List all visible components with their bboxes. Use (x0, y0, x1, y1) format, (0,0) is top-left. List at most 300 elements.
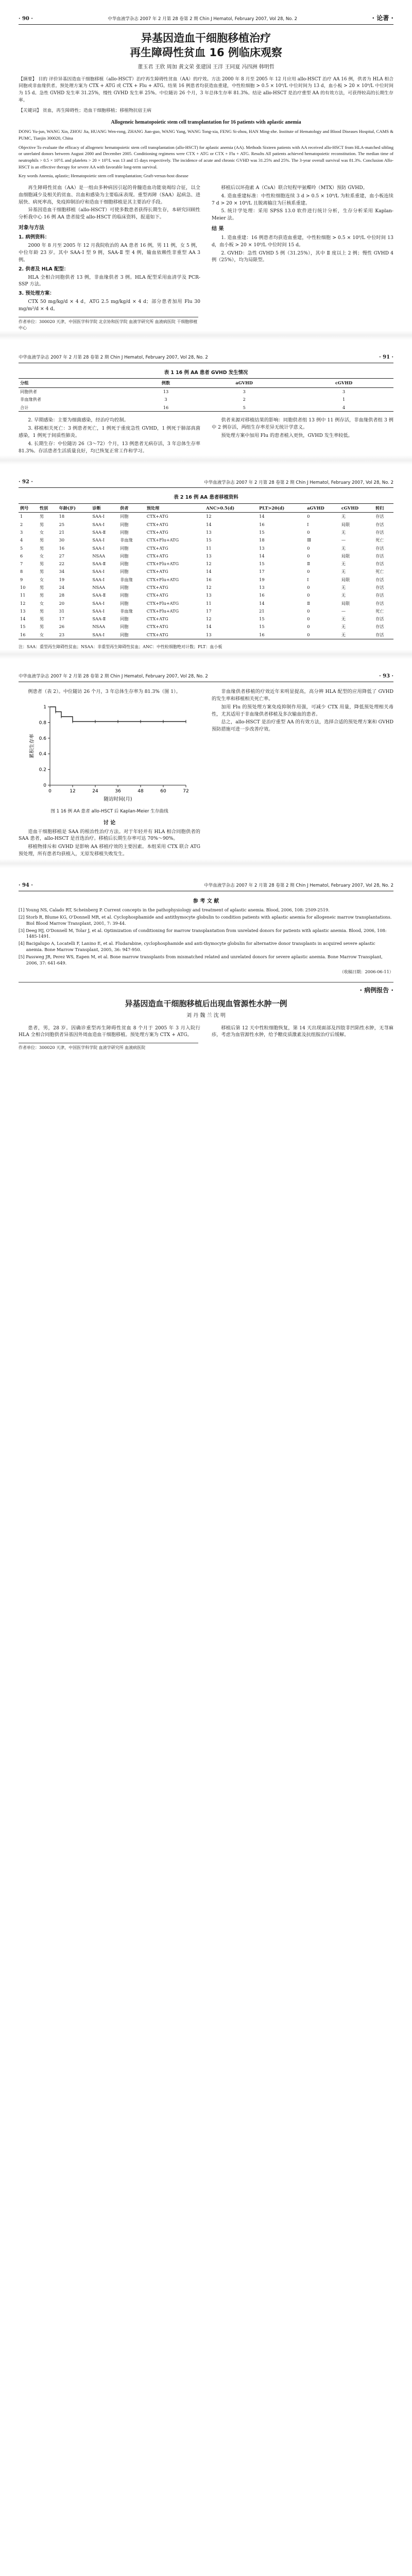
table-cell: 17 (259, 569, 265, 574)
paragraph: CTX 50 mg/kg/d × 4 d，ATG 2.5 mg/kg/d × 4 d；部分患者加用 Flu 30 mg/m²/d × 4 d。 (19, 299, 200, 312)
table-cell: 同胞 (120, 553, 129, 558)
table-cell: 16 (259, 592, 265, 598)
table-cell: CTX+ATG (146, 514, 168, 519)
table-cell: 20 (59, 600, 65, 606)
reference-item: [5] Passweg JR, Perez WS, Eapen M, et al. Bone marrow transplants from mismatched related and unrelated donors for severe aplastic anemia. Bone Marrow Transplant, 2006, 37: 641-649. (19, 954, 383, 965)
table-cell: SAA-Ⅰ (92, 577, 105, 582)
table-cell: 11 (206, 545, 212, 551)
right-column (212, 184, 393, 314)
table-cell: 16 (19, 631, 38, 639)
table-cell: 5 (194, 403, 294, 412)
table-cell: 0 (307, 608, 310, 614)
x-tick-label: 0 (48, 788, 52, 794)
table-note: 注：SAA：重型再生障碍性贫血；NSAA：非重型再生障碍性贫血；ANC：中性粒细胞绝对计数；PLT：血小板 (19, 644, 222, 649)
subheading: 3. 预处理方案： (19, 291, 55, 297)
table-cell: — (341, 537, 346, 543)
page-5 (0, 868, 412, 1072)
table-cell: Ⅱ (307, 600, 310, 606)
table-cell: 0 (307, 569, 310, 574)
table-cell: Ⅰ (307, 577, 309, 582)
table-row (19, 387, 393, 396)
paragraph: 例患者（表 2）。中位随访 26 个月，3 年总体生存率为 81.3%（图 1）。 (28, 689, 181, 695)
table-cell: 同胞 (120, 616, 129, 622)
paragraph: 1. 造血重建：16 例患者均获造血重建，中性粒细胞 > 0.5 × 10⁹/L 中位时间 13 d，血小板 > 20 × 10⁹/L 中位时间 15 d。 (212, 235, 393, 248)
paragraph: 非血缘供者移植的疗效近年来明显提高，高分辨 HLA 配型的应用降低了 GVHD 的发生率和移植相关死亡率。 (212, 689, 393, 702)
table-cell: 存活 (375, 561, 384, 567)
journal-line: 中华血液学杂志 2007 年 2 月第 28 卷第 2 期 Chin J Hematol, February 2007, Vol 28, No. 2 (19, 674, 208, 680)
abstract-cn: 【摘要】 目的 评价异基因造血干细胞移植（allo-HSCT）治疗再生障碍性贫血（AA）的疗效。方法 2000 年 8 月至 2005 年 12 月应用 allo-HSCT 治疗 AA 16 例，供者为 HLA 相合同胞或非血缘供者。预处理方案为 CTX + ATG 或 CTX + Flu + ATG。结果 16 例患者均获造血重建，中性粒细胞 > 0.5 × 10⁹/L 中位时间为 13 d，血小板 > 20 × 10⁹/L 中位时间为 15 d。急性 GVHD 发生率 31.25%，慢性 GVHD 发生率 25%。中位随访 26 个月，3 年总体生存率 81.3%。结论 allo-HSCT 是治疗重型 AA 的有效方法，可获得较高的长期生存率。 (19, 76, 393, 103)
table-cell: 5 (20, 545, 23, 551)
table-cell: 8 (20, 569, 23, 574)
table-row (19, 568, 393, 575)
table-cell: 男 (39, 624, 44, 630)
table-cell: 15 (20, 624, 26, 630)
table-cell: 0 (307, 514, 310, 519)
journal-line: 中华血液学杂志 2007 年 2 月第 28 卷第 2 期 Chin J Hematol, February 2007, Vol 28, No. 2 (204, 883, 393, 889)
table-cell: 23 (58, 631, 91, 639)
english-authors: DONG Yu-jun, WANG Xin, ZHOU Jia, HUANG Wen-rong, ZHANG Jian-guo, WANG Yang, WANG Tong-xia, FENG Si-zhou, HAN Ming-zhe. Institute of Hematology and Blood Diseases Hospital, CAMS & PUMC, Tianjin 300020, China (19, 128, 393, 141)
table-cell: 同胞 (120, 561, 129, 567)
page-header (19, 868, 393, 891)
table-cell: 4 (294, 403, 393, 412)
x-tick-label: 72 (182, 788, 189, 794)
table-cell: NSAA (92, 553, 105, 558)
table-cell: 7 (20, 561, 23, 567)
case-authors: 刘 丹 魏 兰 沈 明 (186, 1012, 226, 1019)
reference-item: [3] Deeg HJ, O'Donnell M, Tolar J, et al. Optimization of conditioning for marrow transplantation from unrelated donors for patients with aplastic anemia. Blood, 2006, 108: 1485-1491. (19, 927, 387, 939)
table-cell: SAA-Ⅰ (92, 569, 105, 574)
table-cell: CTX+Flu+ATG (146, 608, 179, 614)
paragraph: 预处理方案中加用 Flu 的患者植入更快，GVHD 发生率较低。 (221, 433, 353, 439)
table-cell: 存活 (375, 577, 384, 582)
column-header: 预处理 (145, 503, 204, 512)
table-cell: 14 (20, 616, 26, 622)
table-cell: 存活 (375, 521, 384, 527)
table-header-row (19, 379, 393, 387)
table-cell: 局限 (341, 521, 350, 527)
paragraph: 4. 长期生存：中位随访 26（3～72）个月，13 例患者无病存活，3 年总体生存率 81.3%。存活患者生活质量良好，均已恢复正常工作和学习。 (19, 440, 200, 454)
table-cell: 0 (307, 616, 310, 622)
table-cell: 无 (340, 631, 374, 639)
survival-curve (50, 707, 186, 722)
table-cell: 合计 (19, 403, 138, 412)
x-tick-label: 36 (114, 788, 121, 794)
table-cell: 男 (39, 616, 44, 622)
table-cell: 16 (258, 631, 305, 639)
table-cell: 30 (59, 537, 65, 543)
table-cell: 14 (206, 624, 212, 630)
table-cell: 非血缘 (120, 577, 133, 582)
table-cell: SAA-Ⅰ (92, 537, 105, 543)
y-tick-label: 0.6 (39, 736, 46, 741)
table-cell: 同胞供者 (20, 389, 37, 395)
column-header: aGVHD (305, 503, 340, 512)
table-cell: Ⅰ (307, 521, 309, 527)
table-cell: 26 (59, 624, 65, 630)
right-column (212, 688, 393, 859)
table-cell: 存活 (375, 584, 384, 590)
table-cell: CTX+ATG (146, 545, 168, 551)
table-cell: 存活 (375, 553, 384, 558)
y-tick-label: 0.2 (39, 767, 46, 773)
table-cell: 14 (259, 600, 265, 606)
table-cell: 14 (206, 569, 212, 574)
table-cell: 死亡 (375, 537, 384, 543)
table-cell: 同胞 (120, 624, 129, 630)
table-cell: 27 (59, 553, 65, 558)
paragraph: 再生障碍性贫血（AA）是一组由多种病因引起的骨髓造血功能衰竭综合征，以全血细胞减少及相关的贫血、出血和感染为主要临床表现。重型再障（SAA）起病急、进展快、病死率高，免疫抑制治疗和造血干细胞移植是其主要治疗手段。 (19, 185, 200, 205)
table-cell: 13 (259, 545, 265, 551)
page-number: · 94 · (19, 882, 33, 888)
paragraph: 造血干细胞移植是 SAA 的根治性治疗方法。对于年轻并有 HLA 相合同胞供者的 SAA 患者，allo-HSCT 是首选治疗。移植后长期生存率可达 70%～90%。 (19, 828, 200, 842)
table-1-body (19, 387, 393, 412)
table-cell: 无 (341, 584, 346, 590)
table-cell: 存活 (375, 624, 384, 630)
paragraph: 移植后第 12 天中性粒细胞恢复，第 14 天出现面部及四肢非凹陷性水肿，无荨麻疹，考虑为血管源性水肿，给予糖皮质激素及抗组胺治疗后缓解。 (212, 1025, 393, 1038)
right-column (212, 417, 393, 455)
subheading: 1. 病例资料： (19, 234, 50, 241)
table-cell: 同胞 (120, 569, 129, 574)
table-cell: 同胞 (118, 631, 145, 639)
table-cell: 无 (341, 561, 346, 567)
reference-item: [4] Bacigalupo A, Locatelli F, Lanino E, et al. Fludarabine, cyclophosphamide and anti-thymocyte globulin for alternative donor transplants in acquired severe aplastic anemia. Bone Marrow Transplant, 2005, 36: 947-950. (19, 941, 375, 953)
table-cell: NSAA (92, 584, 105, 590)
table-cell: 9 (20, 577, 23, 582)
paragraph: 总之，allo-HSCT 是治疗重型 AA 的有效方法，选择合适的预处理方案和 GVHD 预防措施可进一步改善疗效。 (212, 719, 393, 733)
table-cell: 无 (341, 624, 346, 630)
table-cell: 19 (59, 577, 65, 582)
reference-item: [2] Storb R, Blume KG, O'Donnell MR, et al. Cyclophosphamide and antithymocyte globulin to condition patients with aplastic anemia for allogeneic marrow transplantations. Biol Blood Marrow Transplant, 2001, 7: 39-44. (19, 914, 392, 926)
table-cell: 16 (206, 577, 212, 582)
table-cell: 女 (39, 529, 44, 535)
table-cell: 0 (307, 592, 310, 598)
case-title: 异基因造血干细胞移植后出现血管源性水肿一例 (125, 999, 287, 1009)
references-title: 参 考 文 献 (193, 898, 219, 904)
section-label: · 论著 · (372, 14, 393, 22)
table-cell: 女 (39, 600, 44, 606)
table-cell: 17 (59, 616, 65, 622)
table-cell: 12 (206, 584, 212, 590)
chart-caption: 图 1 16 例 AA 患者 allo-HSCT 后 Kaplan-Meier 生存曲线 (50, 808, 168, 814)
table-cell: Ⅱ (307, 561, 310, 567)
table-row (19, 552, 393, 560)
column-header: 供者 (118, 503, 145, 512)
table-cell: SAA-Ⅰ (92, 521, 105, 527)
paragraph: 异基因造血干细胞移植（allo-HSCT）可使多数患者获得长期生存，本研究回顾性分析我中心 16 例 AA 患者接受 allo-HSCT 的临床资料，报道如下。 (19, 207, 200, 221)
table-cell: 11 (206, 600, 212, 606)
table-cell: 0 (307, 553, 310, 558)
page-gap (0, 650, 412, 659)
heading-methods: 对象与方法 (19, 225, 44, 231)
table-cell: 16 (59, 545, 65, 551)
table-cell: 女 (38, 631, 58, 639)
table-cell: 男 (39, 514, 44, 519)
table-cell: 同胞 (120, 521, 129, 527)
table-cell: 无 (341, 592, 346, 598)
table-cell: 同胞 (120, 529, 129, 535)
page-2 (0, 340, 412, 455)
table-cell: 死亡 (375, 569, 384, 574)
table-cell: — (341, 608, 346, 614)
table-cell: 存活 (375, 545, 384, 551)
table-cell: 12 (206, 514, 212, 519)
column-header: 转归 (374, 503, 393, 512)
table-cell: CTX+ATG (146, 592, 168, 598)
left-column (19, 688, 200, 859)
subheading: 2. 供者及 HLA 配型： (19, 266, 69, 272)
table-cell: 13 (259, 584, 265, 590)
table-cell: 0 (307, 545, 310, 551)
table-row (19, 536, 393, 544)
table-row (19, 575, 393, 583)
y-tick-label: 0.4 (39, 752, 46, 757)
table-row (19, 403, 393, 412)
table-cell: 无 (341, 616, 346, 622)
page-header (19, 659, 393, 682)
table-cell: 14 (259, 553, 265, 558)
table-cell: 3 (243, 389, 246, 395)
x-tick-label: 60 (160, 788, 166, 794)
table-2-body (19, 512, 393, 639)
table-cell: 非血缘供者 (20, 397, 41, 402)
table-cell: SAA-Ⅰ (92, 608, 105, 614)
table-cell: 28 (59, 592, 65, 598)
table-cell: 31 (59, 608, 65, 614)
x-tick-label: 48 (137, 788, 144, 794)
x-tick-label: 24 (92, 788, 98, 794)
table-cell: 1 (342, 397, 346, 402)
column-header: cGVHD (294, 379, 393, 387)
paragraph: 移植物排斥和 GVHD 是影响 AA 移植疗效的主要因素。本组采用 CTX 联合 ATG 预处理，所有患者均获植入，无原发移植失败发生。 (19, 844, 200, 857)
table-cell: 17 (206, 608, 212, 614)
table-cell: 2 (243, 397, 246, 402)
table-row (19, 583, 393, 591)
table-cell: 15 (259, 624, 265, 630)
table-cell: 13 (20, 608, 26, 614)
table-cell: 死亡 (375, 608, 384, 614)
table-cell: 34 (59, 569, 65, 574)
table-cell: 局限 (341, 600, 350, 606)
table-cell: 男 (39, 592, 44, 598)
table-cell: Ⅲ (307, 537, 312, 543)
column-header: 例号 (19, 503, 38, 512)
table-cell: 12 (206, 561, 212, 567)
paragraph: 4. 造血重建标准：中性粒细胞连续 3 d > 0.5 × 10⁹/L 为粒系重建，血小板连续 7 d > 20 × 10⁹/L 且脱离输注为巨核系重建。 (212, 193, 393, 206)
table-cell: 存活 (375, 600, 384, 606)
title-line-1: 异基因造血干细胞移植治疗 (141, 32, 271, 44)
table-row (19, 396, 393, 403)
page-number: · 90 · (19, 16, 33, 22)
title-line-2: 再生障碍性贫血 16 例临床观察 (130, 46, 282, 59)
table-cell: 13 (204, 631, 258, 639)
paragraph: 供者来源对移植结果的影响：同胞供者组 13 例中 11 例存活，非血缘供者组 3 例中 2 例存活，两组生存率差异无统计学意义。 (212, 417, 393, 431)
table-cell: 1 (20, 514, 23, 519)
table-cell: 无 (341, 569, 346, 574)
x-axis-label: 随访时间(月) (104, 796, 132, 802)
table-cell: 无 (341, 514, 346, 519)
table-cell: 存活 (375, 529, 384, 535)
table-cell: 存活 (374, 631, 393, 639)
table-cell: SAA-Ⅱ (92, 616, 106, 622)
table-cell: 15 (259, 529, 265, 535)
table-cell: SAA-Ⅰ (92, 514, 105, 519)
table-cell: 3 (20, 529, 23, 535)
table-cell: 女 (39, 577, 44, 582)
table-cell: CTX+ATG (145, 631, 204, 639)
page-header (19, 340, 393, 363)
table-cell: 0 (307, 624, 310, 630)
table-cell: 存活 (375, 592, 384, 598)
table-2-title: 表 2 16 例 AA 患者移植资料 (174, 495, 238, 501)
body-columns (19, 1025, 393, 1040)
journal-line: 中华血液学杂志 2007 年 2 月第 28 卷第 2 期 Chin J Hematol, February 2007, Vol 28, No. 2 (108, 16, 298, 22)
table-cell: 12 (20, 600, 26, 606)
table-cell: 0 (307, 584, 310, 590)
table-cell: 男 (39, 545, 44, 551)
column-header: aGVHD (194, 379, 294, 387)
article-title (19, 31, 393, 60)
case-section-label: · 病例报告 · (359, 987, 393, 994)
x-tick-label: 12 (69, 788, 76, 794)
table-cell: CTX+ATG (146, 553, 168, 558)
table-cell: 18 (59, 514, 65, 519)
page-1 (0, 0, 412, 331)
table-cell: 12 (206, 616, 212, 622)
references-list (19, 907, 393, 967)
paragraph: HLA 全相合同胞供者 13 例，非血缘供者 3 例。HLA 配型采用血清学及 PCR-SSP 方法。 (19, 274, 200, 287)
table-row (19, 607, 393, 615)
table-cell: 6 (20, 553, 23, 558)
table-cell: 男 (39, 561, 44, 567)
english-abstract: Objective To evaluate the efficacy of allogeneic hematopoietic stem cell transplantation (allo-HSCT) for aplastic anemia (AA). Methods Sixteen patients with AA received allo-HSCT from HLA-matched sibling or unrelated donors between August 2000 and December 2005. Conditioning regimens were CTX + ATG or CTX + Flu + ATG. Results All patients achieved hematopoietic reconstitution. The median time of neutrophils > 0.5 × 10⁹/L and platelets > 20 × 10⁹/L was 13 and 15 days respectively. The incidence of acute and chronic GVHD was 31.25% and 25%. The 3-year overall survival was 81.3%. Conclusion Allo-HSCT is an effective therapy for severe AA with favorable long-term survival. (19, 144, 393, 170)
table-cell: 11 (20, 592, 26, 598)
table-cell: 18 (259, 537, 265, 543)
column-header: 诊断 (91, 503, 118, 512)
right-column (212, 1025, 393, 1040)
table-cell: 同胞 (120, 592, 129, 598)
footnote: 作者单位：300020 天津，中国医学科学院 北京协和医学院 血液学研究所 血液病医院 干细胞移植中心 (19, 317, 198, 331)
table-cell: CTX+Flu+ATG (146, 537, 179, 543)
heading-discussion: 讨 论 (103, 820, 116, 826)
column-header: 年龄(岁) (58, 503, 91, 512)
left-column (19, 184, 200, 314)
table-cell: 同胞 (120, 545, 129, 551)
survival-chart (27, 701, 192, 804)
body-columns (19, 688, 393, 859)
table-cell: CTX+Flu+ATG (146, 600, 179, 606)
table-row (19, 512, 393, 520)
page-header (19, 0, 393, 25)
table-header-row (19, 503, 393, 512)
table-cell: 22 (59, 561, 65, 567)
table-cell: 非血缘 (120, 537, 133, 543)
keywords-cn: 【关键词】 贫血，再生障碍性；造血干细胞移植；移植物抗宿主病 (19, 108, 151, 114)
table-cell: SAA-Ⅰ (92, 545, 105, 551)
paragraph: 2000 年 8 月至 2005 年 12 月我院收治的 AA 患者 16 例，男 11 例，女 5 例，中位年龄 23 岁。其中 SAA-Ⅰ 型 9 例，SAA-Ⅱ 型 4 例，输血依赖性非重型 AA 3 例。 (19, 243, 200, 263)
page-gap (0, 331, 412, 340)
table-cell: 同胞 (120, 514, 129, 519)
heading-results: 结 果 (212, 226, 224, 232)
paragraph: 2. 早期感染：主要为细菌感染，经治疗均控制。 (28, 417, 129, 423)
table-cell: 13 (206, 592, 212, 598)
table-1 (19, 378, 393, 412)
page-number: · 91 · (379, 354, 393, 361)
column-header: PLT>20(d) (258, 503, 305, 512)
paragraph: 患者，男，28 岁。因确诊重型再生障碍性贫血 8 个月于 2005 年 3 月入院行 HLA 全相合同胞供者异基因外周血造血干细胞移植。预处理方案为 CTX + ATG。 (19, 1025, 200, 1038)
page-gap (0, 455, 412, 465)
table-row (19, 599, 393, 607)
page-number: · 92 · (19, 479, 33, 485)
table-cell: SAA-Ⅰ (91, 631, 118, 639)
table-cell: 男 (39, 521, 44, 527)
body-columns (19, 417, 393, 455)
table-cell: CTX+ATG (146, 569, 168, 574)
table-cell: 局限 (341, 553, 350, 558)
page-number: · 93 · (379, 673, 393, 680)
y-tick-label: 0 (43, 783, 46, 788)
table-cell: CTX+ATG (146, 584, 168, 590)
table-cell: 同胞 (120, 600, 129, 606)
table-1-title: 表 1 16 例 AA 患者 GVHD 发生情况 (164, 370, 248, 376)
table-cell: 非血缘 (120, 608, 133, 614)
survival-chart-container (19, 701, 200, 806)
table-row (19, 544, 393, 552)
table-cell: SAA-Ⅱ (92, 561, 106, 567)
table-cell: CTX+ATG (146, 529, 168, 535)
table-cell: CTX+ATG (146, 624, 168, 630)
table-cell: CTX+ATG (146, 521, 168, 527)
table-cell: SAA-Ⅱ (92, 529, 106, 535)
journal-line: 中华血液学杂志 2007 年 2 月第 28 卷第 2 期 Chin J Hematol, February 2007, Vol 28, No. 2 (204, 480, 393, 485)
page-gap (0, 859, 412, 868)
left-column (19, 417, 200, 455)
table-cell: 15 (259, 561, 265, 567)
table-row (19, 560, 393, 568)
table-cell: SAA-Ⅱ (92, 592, 106, 598)
paragraph: 加用 Flu 的预处理方案免疫抑制作用强，可减少 CTX 用量，降低预处理相关毒性，尤其适用于非血缘供者移植及多次输血的患者。 (212, 704, 393, 717)
table-cell: SAA-Ⅰ (92, 600, 105, 606)
authors: 董玉君 王欣 周加 黄文荣 张建国 王洋 王同夏 冯四洲 韩明哲 (138, 64, 274, 70)
table-cell: CTX+ATG (146, 616, 168, 622)
table-cell: 16 (259, 521, 265, 527)
table-cell: 16 (138, 403, 194, 412)
table-row (19, 520, 393, 528)
reference-item: [1] Young NS, Calado RT, Scheinberg P. Current concepts in the pathophysiology and treatment of aplastic anemia. Blood, 2006, 108: 2509-2519. (19, 907, 330, 912)
table-cell: CTX+Flu+ATG (146, 577, 179, 582)
page-header (19, 465, 393, 488)
table-row (19, 591, 393, 599)
column-header: 分组 (19, 379, 138, 387)
table-cell: 存活 (375, 616, 384, 622)
table-cell: 男 (39, 584, 44, 590)
page-3 (0, 465, 412, 650)
column-header: ANC>0.5(d) (204, 503, 258, 512)
table-cell: 14 (206, 521, 212, 527)
table-cell: 局限 (341, 577, 350, 582)
table-cell: 女 (39, 553, 44, 558)
table-cell: 存活 (375, 514, 384, 519)
table-cell: 25 (59, 521, 65, 527)
journal-line: 中华血液学杂志 2007 年 2 月第 28 卷第 2 期 Chin J Hematol, February 2007, Vol 28, No. 2 (19, 355, 208, 361)
english-title: Allogeneic hematopoietic stem cell transplantation for 16 patients with aplastic anemia (111, 119, 301, 125)
table-cell: NSAA (92, 624, 105, 630)
table-cell: 3 (342, 389, 346, 395)
paragraph: 5. 统计学处理：采用 SPSS 13.0 软件进行统计分析，生存分析采用 Kaplan-Meier 法。 (212, 208, 393, 222)
table-cell: 13 (163, 389, 169, 395)
table-row (19, 615, 393, 623)
table-cell: 男 (39, 537, 44, 543)
table-cell: 无 (341, 545, 346, 551)
